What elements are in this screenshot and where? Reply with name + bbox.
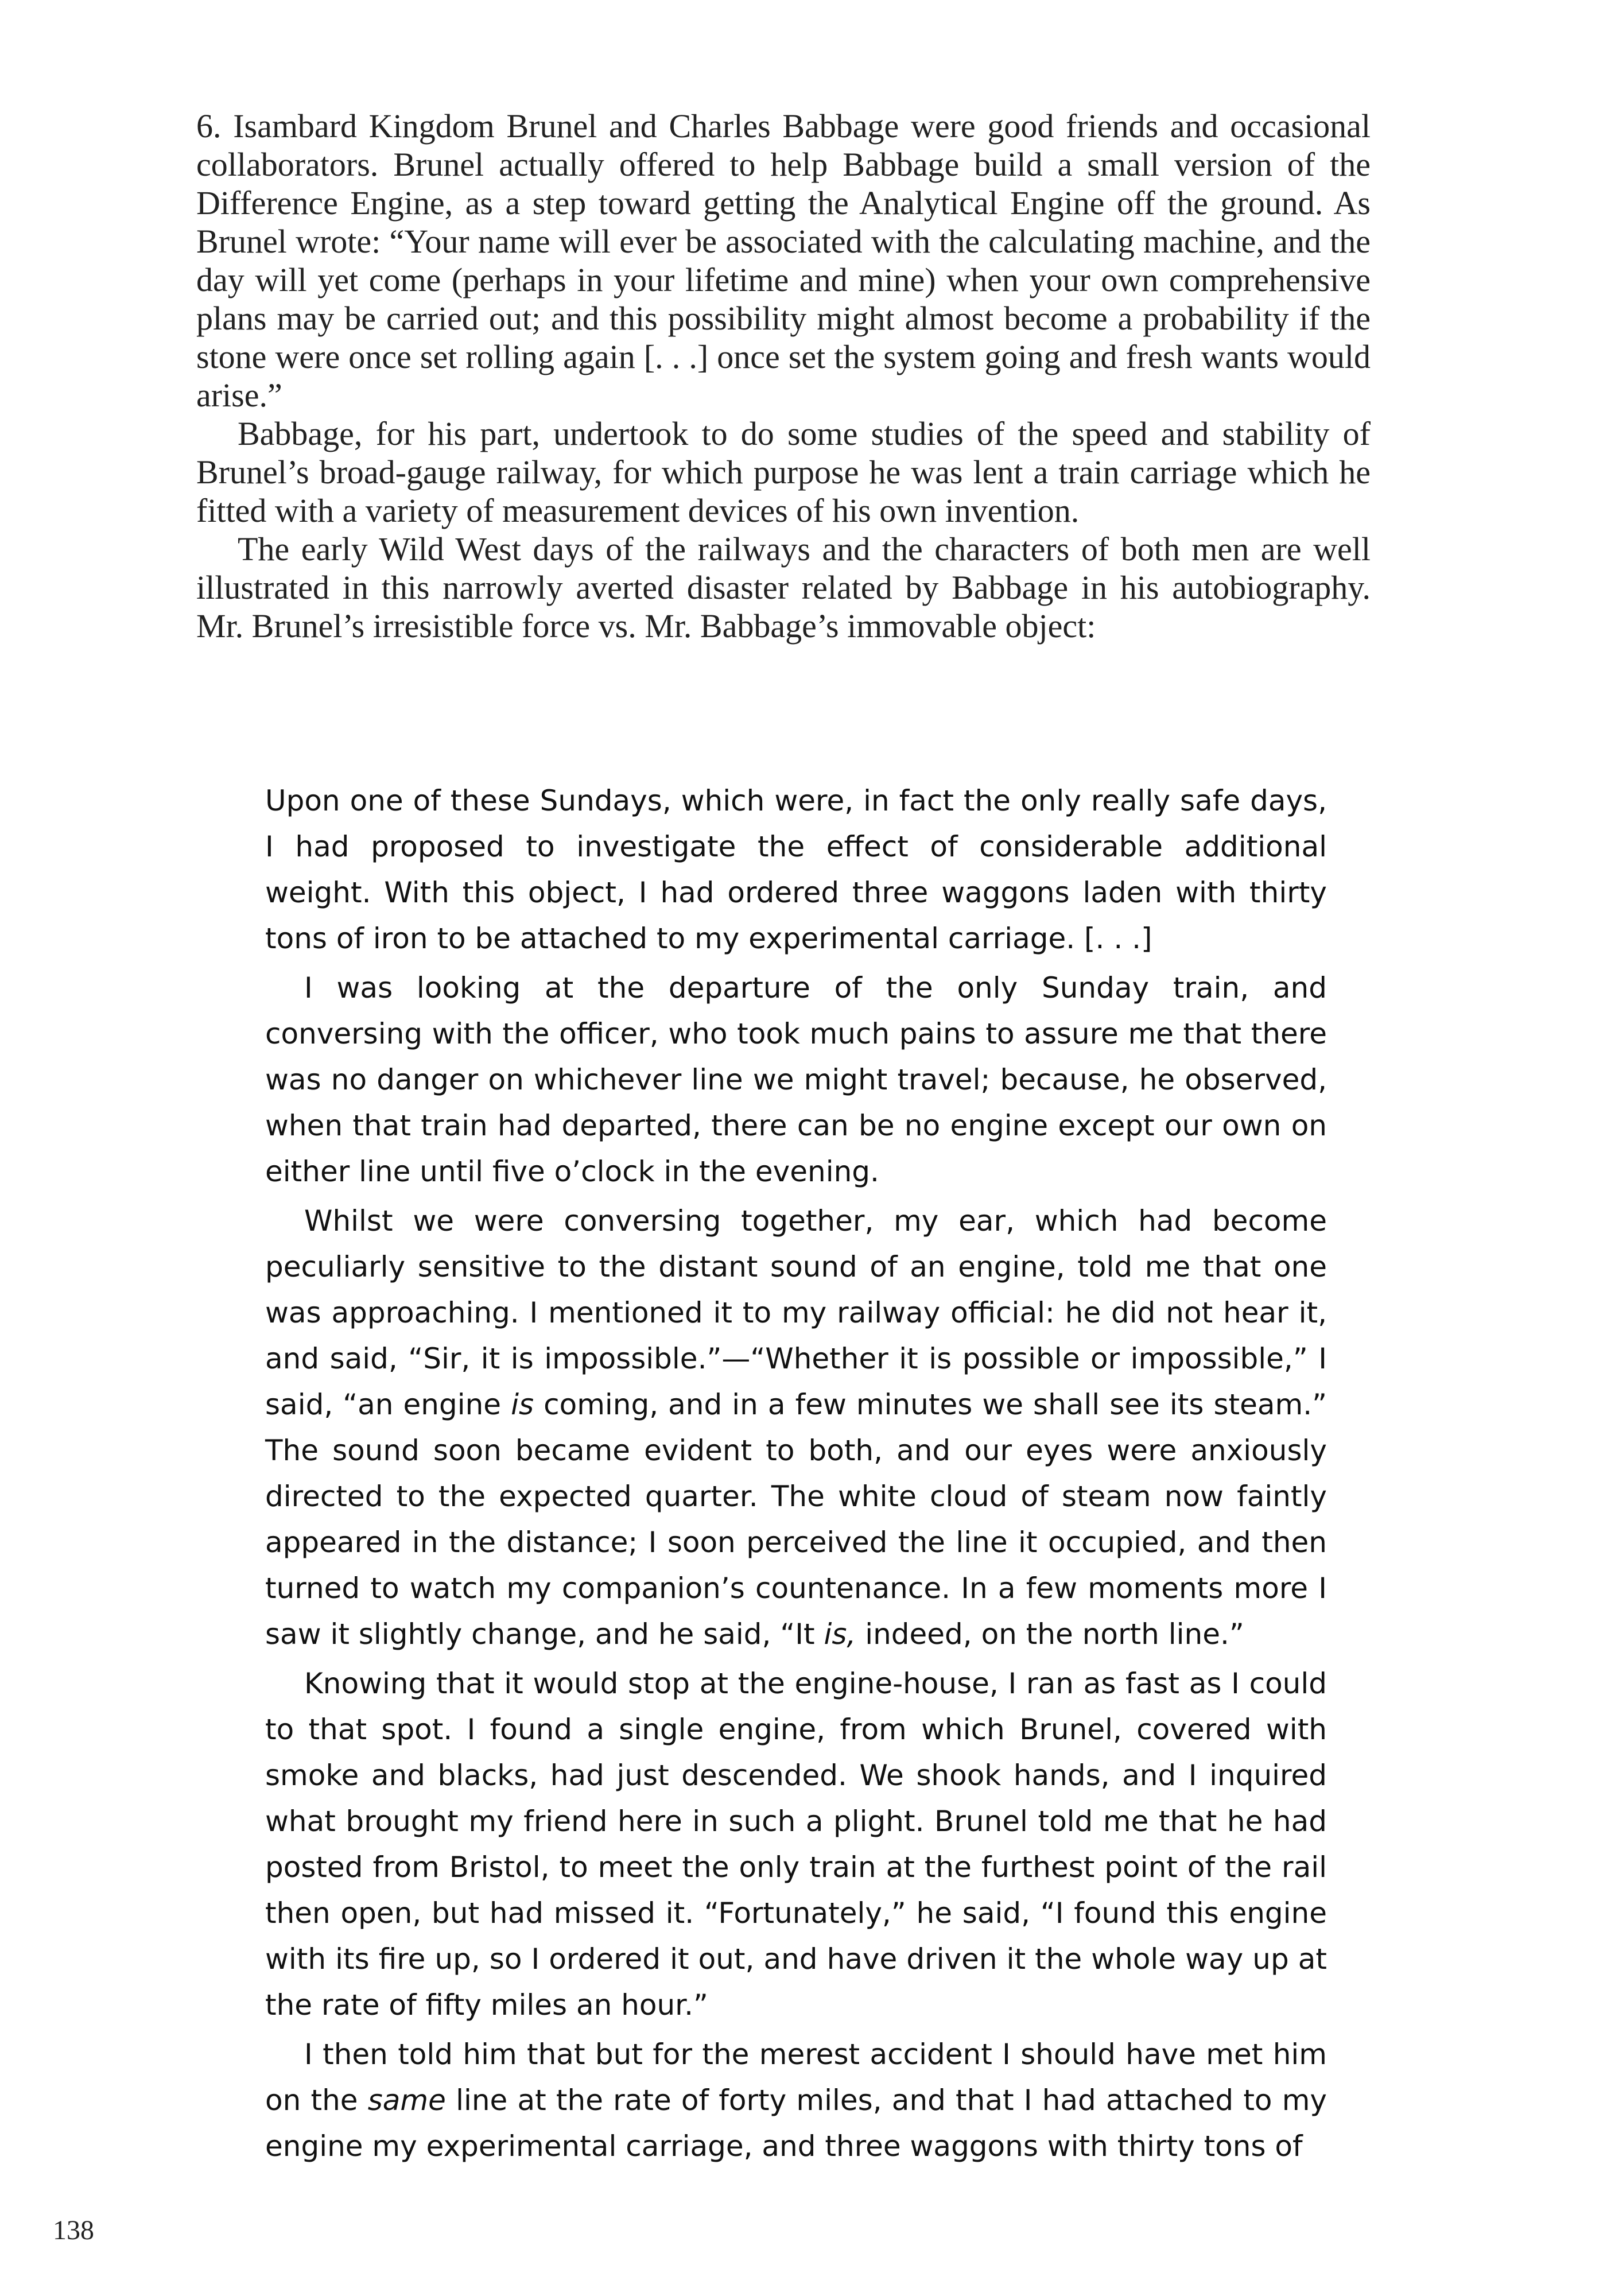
- emphasis-text: is: [511, 1388, 534, 1421]
- endnote-paragraph: Babbage, for his part, undertook to do some studies of the speed and stability of Brunel’s broad-gauge railway, for which purpose he was lent a train carriage which he fitted with a variety of measurement devices of his own invention.: [196, 415, 1371, 529]
- emphasis-text: is,: [824, 1618, 856, 1651]
- quote-text: Whilst we were conversing together, my ear, which had become peculiarly sensitive to the distant sound of an engine, told me that one was approaching. I mentioned it to my railway official: he did not hear it, and said, “Sir, it is impossible.”—“Whether it is possible or impossible,” I said, “an engine: [265, 1204, 1327, 1421]
- endnote-block: [196, 107, 1371, 645]
- block-quotation: [265, 778, 1327, 2169]
- quote-text: coming, and in a few minutes we shall see its steam.” The sound soon became evident to both, and our eyes were anxiously directed to the expected quarter. The white cloud of steam now faintly appeared in the distance; I soon perceived the line it occupied, and then turned to watch my companion’s countenance. In a few moments more I saw it slightly change, and he said, “It: [265, 1388, 1327, 1651]
- endnote-paragraph: 6. Isambard Kingdom Brunel and Charles Babbage were good friends and occasional collaborators. Brunel actually offered to help Babbage build a small version of the Difference Engine, as a step toward getting the Analytical Engine off the ground. As Brunel wrote: “Your name will ever be associated with the calculating machine, and the day will yet come (perhaps in your lifetime and mine) when your own comprehensive plans may be carried out; and this possibility might almost become a probability if the stone were once set rolling again [. . .] once set the system going and fresh wants would arise.”: [196, 107, 1371, 414]
- quote-text: indeed, on the north line.”: [856, 1618, 1244, 1651]
- quote-paragraph: I was looking at the departure of the only Sunday train, and conversing with the officer, who took much pains to assure me that there was no danger on whichever line we might travel; because, he observed, when that train had departed, there can be no engine except our own on either line until five o’clock in the evening.: [265, 971, 1327, 1188]
- quote-paragraph: Knowing that it would stop at the engine-house, I ran as fast as I could to that spot. I found a single engine, from which Brunel, covered with smoke and blacks, had just descended. We shook hands, and I inquired what brought my friend here in such a plight. Brunel told me that he had posted from Bristol, to meet the only train at the furthest point of the rail then open, but had missed it. “Fortunately,” he said, “I found this engine with its fire up, so I ordered it out, and have driven it the whole way up at the rate of fifty miles an hour.”: [265, 1667, 1327, 2022]
- page-number: 138: [53, 2215, 94, 2245]
- quote-paragraph: [265, 1198, 1327, 1657]
- quote-paragraph: [265, 2031, 1327, 2169]
- quote-text: line at the rate of forty miles, and that I had attached to my engine my experimental carriage, and three waggons with thirty tons of: [265, 2084, 1327, 2163]
- quote-paragraph: Upon one of these Sundays, which were, in fact the only really safe days, I had proposed to investigate the effect of considerable additional weight. With this object, I had ordered three waggons laden with thirty tons of iron to be attached to my experimental carriage. [. . .]: [265, 784, 1327, 955]
- quote-text: I then told him that but for the merest accident I should have met him on the: [265, 2038, 1327, 2117]
- endnote-paragraph: The early Wild West days of the railways and the characters of both men are well illustrated in this narrowly averted disaster related by Babbage in his autobiography. Mr. Brunel’s irresistible force vs. Mr. Babbage’s immovable object:: [196, 530, 1371, 645]
- emphasis-text: same: [367, 2084, 446, 2117]
